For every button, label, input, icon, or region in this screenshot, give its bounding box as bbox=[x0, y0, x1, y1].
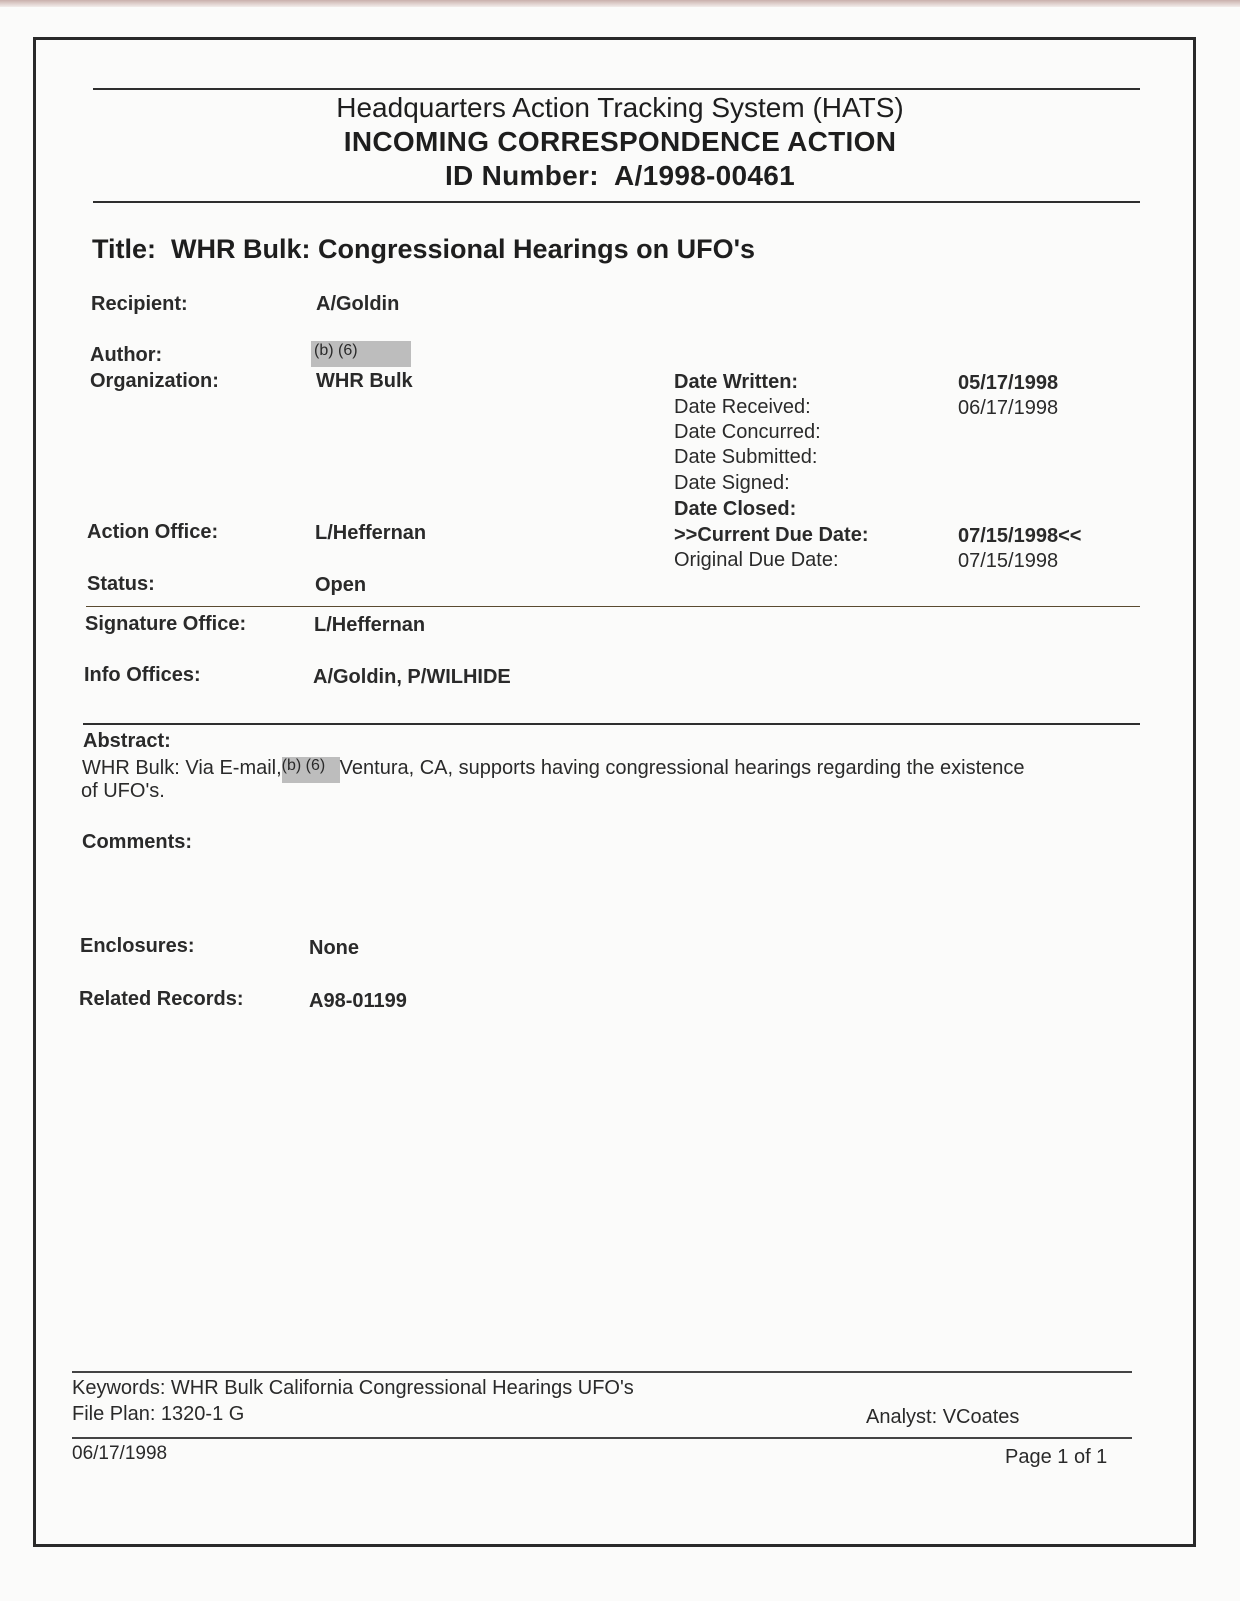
abstract-suffix: Ventura, CA, supports having congressional hearings regarding the existence bbox=[339, 757, 1025, 779]
abstract-line-1 bbox=[82, 757, 1025, 783]
info-offices-label: Info Offices: bbox=[84, 664, 201, 686]
abstract-redaction: (b) (6) bbox=[282, 757, 340, 783]
author-redaction: (b) (6) bbox=[311, 341, 411, 367]
keywords: Keywords: WHR Bulk California Congressional Hearings UFO's bbox=[72, 1377, 634, 1399]
signature-office-label: Signature Office: bbox=[85, 613, 247, 635]
abstract-prefix: WHR Bulk: Via E-mail, bbox=[82, 757, 282, 779]
footer-date: 06/17/1998 bbox=[72, 1443, 168, 1464]
related-records-label: Related Records: bbox=[79, 988, 244, 1010]
footer-top-rule bbox=[72, 1371, 1132, 1373]
action-office-label: Action Office: bbox=[87, 521, 219, 543]
analyst: Analyst: VCoates bbox=[866, 1406, 1020, 1428]
date-closed-label: Date Closed: bbox=[674, 498, 797, 520]
date-signed-label: Date Signed: bbox=[674, 472, 790, 494]
recipient-label: Recipient: bbox=[91, 293, 188, 315]
date-concurred-label: Date Concurred: bbox=[674, 421, 821, 443]
action-office-value: L/Heffernan bbox=[315, 522, 427, 544]
original-due-date-value: 07/15/1998 bbox=[958, 550, 1059, 572]
status-value: Open bbox=[315, 574, 367, 596]
status-label: Status: bbox=[87, 573, 155, 595]
enclosures-label: Enclosures: bbox=[80, 935, 195, 957]
original-due-date-label: Original Due Date: bbox=[674, 549, 839, 571]
header-bottom-rule bbox=[93, 201, 1140, 203]
document-type: INCOMING CORRESPONDENCE ACTION bbox=[343, 126, 897, 157]
id-number-label: ID Number: bbox=[444, 160, 599, 191]
scan-top-strip bbox=[0, 0, 1240, 7]
current-due-date-label: >>Current Due Date: bbox=[674, 524, 869, 546]
abstract-label: Abstract: bbox=[83, 730, 171, 752]
recipient-value: A/Goldin bbox=[316, 293, 400, 315]
record-title bbox=[92, 234, 755, 265]
page-number: Page 1 of 1 bbox=[1005, 1446, 1108, 1468]
current-due-date-value: 07/15/1998<< bbox=[958, 525, 1082, 547]
file-plan: File Plan: 1320-1 G bbox=[72, 1403, 245, 1425]
id-number bbox=[0, 160, 1240, 192]
date-written-label: Date Written: bbox=[674, 371, 799, 393]
date-received-label: Date Received: bbox=[674, 396, 811, 418]
title-label: Title: bbox=[92, 234, 157, 264]
organization-value: WHR Bulk bbox=[316, 370, 413, 392]
header-top-rule bbox=[93, 88, 1140, 90]
related-records-value: A98-01199 bbox=[309, 990, 407, 1012]
comments-label: Comments: bbox=[82, 831, 193, 853]
abstract-top-rule bbox=[83, 723, 1140, 725]
enclosures-value: None bbox=[309, 937, 359, 959]
signature-office-value: L/Heffernan bbox=[314, 614, 426, 636]
id-number-value: A/1998-00461 bbox=[613, 160, 796, 191]
author-label: Author: bbox=[90, 344, 163, 366]
status-divider bbox=[86, 606, 1140, 607]
abstract-line-2: of UFO's. bbox=[81, 780, 165, 802]
organization-label: Organization: bbox=[90, 370, 219, 392]
date-written-value: 05/17/1998 bbox=[958, 372, 1059, 394]
footer-bottom-rule bbox=[72, 1437, 1132, 1439]
title-value: WHR Bulk: Congressional Hearings on UFO's bbox=[171, 234, 756, 264]
system-name: Headquarters Action Tracking System (HATS) bbox=[336, 92, 904, 123]
info-offices-value: A/Goldin, P/WILHIDE bbox=[313, 666, 511, 688]
date-received-value: 06/17/1998 bbox=[958, 397, 1059, 419]
date-submitted-label: Date Submitted: bbox=[674, 446, 818, 468]
